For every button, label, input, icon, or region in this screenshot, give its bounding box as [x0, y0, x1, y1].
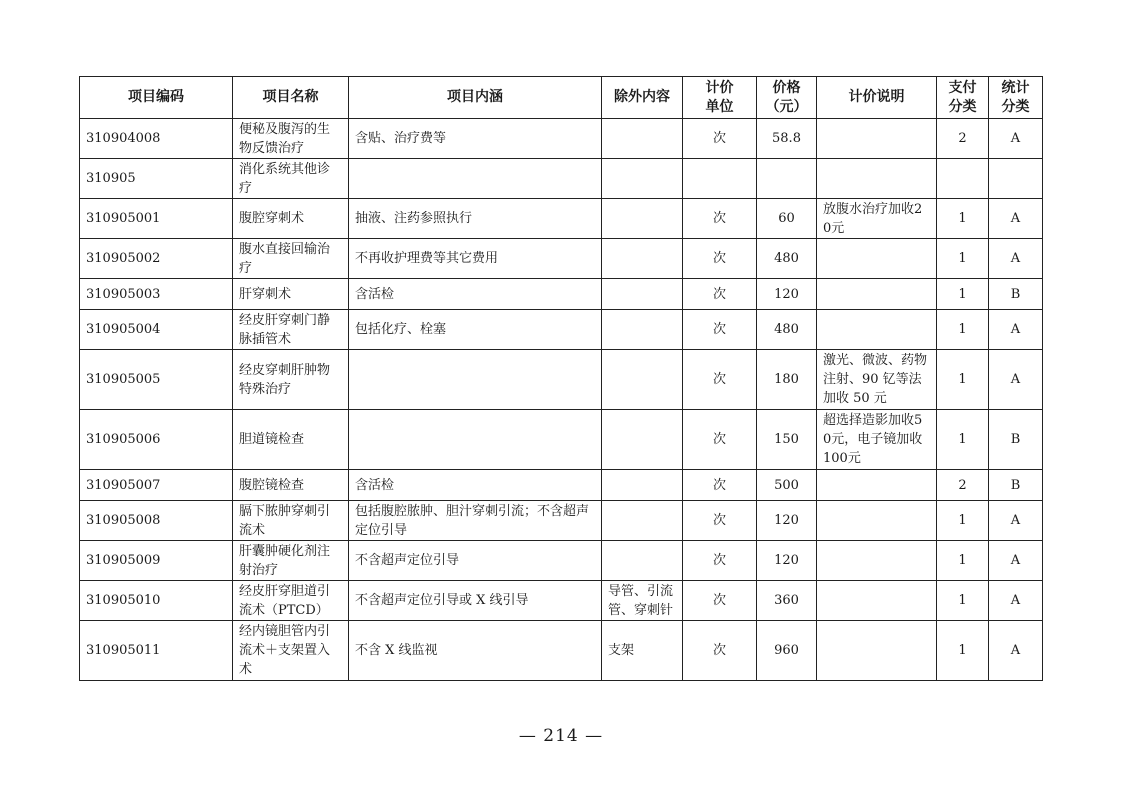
- page-number: — 214 —: [518, 726, 604, 746]
- pricing-notes-cell: 激光、微波、药物注射、90 钇等法加收 50 元: [817, 350, 937, 410]
- exclusions-cell: [602, 350, 683, 410]
- price-cell: 120: [757, 279, 817, 310]
- pricing-unit-cell: 次: [683, 119, 757, 159]
- table-row: [80, 581, 1043, 621]
- payment-category-cell: 1: [937, 310, 989, 350]
- table-row: [80, 621, 1043, 681]
- item-name-cell: 肝穿刺术: [233, 279, 349, 310]
- pricing-unit-cell: 次: [683, 621, 757, 681]
- item-code-cell: 310905001: [80, 199, 233, 239]
- payment-category-cell: 1: [937, 199, 989, 239]
- price-cell: 960: [757, 621, 817, 681]
- statistics-category-cell: B: [989, 279, 1043, 310]
- pricing-notes-cell: [817, 279, 937, 310]
- item-name-cell: 腹水直接回输治疗: [233, 239, 349, 279]
- price-cell: 120: [757, 541, 817, 581]
- pricing-unit-cell: 次: [683, 410, 757, 470]
- item-content-cell: 不含超声定位引导或 X 线引导: [349, 581, 602, 621]
- item-content-cell: 不含 X 线监视: [349, 621, 602, 681]
- exclusions-cell: [602, 239, 683, 279]
- payment-category-cell: 1: [937, 541, 989, 581]
- payment-category-cell: 2: [937, 470, 989, 501]
- item-code-cell: 310905005: [80, 350, 233, 410]
- item-code-cell: 310905009: [80, 541, 233, 581]
- exclusions-cell: [602, 541, 683, 581]
- exclusions-cell: [602, 501, 683, 541]
- item-name-cell: 经皮肝穿胆道引流术（PTCD）: [233, 581, 349, 621]
- header-item-content: 项目内涵: [349, 77, 602, 119]
- exclusions-cell: [602, 159, 683, 199]
- table-row: [80, 310, 1043, 350]
- header-pricing-notes: 计价说明: [817, 77, 937, 119]
- table-row: [80, 470, 1043, 501]
- item-code-cell: 310905: [80, 159, 233, 199]
- price-cell: 360: [757, 581, 817, 621]
- statistics-category-cell: A: [989, 199, 1043, 239]
- price-cell: 480: [757, 239, 817, 279]
- item-name-cell: 便秘及腹泻的生物反馈治疗: [233, 119, 349, 159]
- table-row: [80, 159, 1043, 199]
- table-row: [80, 119, 1043, 159]
- pricing-notes-cell: 超选择造影加收50元，电子镜加收100元: [817, 410, 937, 470]
- table-row: [80, 541, 1043, 581]
- table-header-row: [80, 77, 1043, 119]
- item-content-cell: 包括腹腔脓肿、胆汁穿刺引流；不含超声定位引导: [349, 501, 602, 541]
- item-name-cell: 经皮穿刺肝肿物特殊治疗: [233, 350, 349, 410]
- item-content-cell: 含活检: [349, 470, 602, 501]
- pricing-notes-cell: [817, 310, 937, 350]
- pricing-notes-cell: [817, 581, 937, 621]
- price-cell: 180: [757, 350, 817, 410]
- header-item-name: 项目名称: [233, 77, 349, 119]
- item-name-cell: 肝囊肿硬化剂注射治疗: [233, 541, 349, 581]
- item-content-cell: [349, 350, 602, 410]
- header-payment-category: 支付 分类: [937, 77, 989, 119]
- item-code-cell: 310905011: [80, 621, 233, 681]
- item-name-cell: 胆道镜检查: [233, 410, 349, 470]
- pricing-unit-cell: 次: [683, 310, 757, 350]
- statistics-category-cell: A: [989, 350, 1043, 410]
- price-cell: 480: [757, 310, 817, 350]
- fee-schedule-page: [79, 76, 1042, 681]
- item-content-cell: [349, 410, 602, 470]
- statistics-category-cell: B: [989, 470, 1043, 501]
- header-statistics-category: 统计 分类: [989, 77, 1043, 119]
- exclusions-cell: [602, 410, 683, 470]
- payment-category-cell: 1: [937, 350, 989, 410]
- pricing-unit-cell: 次: [683, 279, 757, 310]
- item-content-cell: 抽液、注药参照执行: [349, 199, 602, 239]
- header-item-code: 项目编码: [80, 77, 233, 119]
- item-code-cell: 310905003: [80, 279, 233, 310]
- statistics-category-cell: A: [989, 501, 1043, 541]
- pricing-unit-cell: [683, 159, 757, 199]
- item-name-cell: 经皮肝穿刺门静脉插管术: [233, 310, 349, 350]
- statistics-category-cell: A: [989, 621, 1043, 681]
- header-price: 价格 （元）: [757, 77, 817, 119]
- table-row: [80, 239, 1043, 279]
- item-content-cell: 包括化疗、栓塞: [349, 310, 602, 350]
- item-name-cell: 腹腔穿刺术: [233, 199, 349, 239]
- exclusions-cell: [602, 199, 683, 239]
- statistics-category-cell: A: [989, 310, 1043, 350]
- pricing-unit-cell: 次: [683, 350, 757, 410]
- item-code-cell: 310905010: [80, 581, 233, 621]
- table-body: [80, 119, 1043, 681]
- item-code-cell: 310905008: [80, 501, 233, 541]
- item-content-cell: [349, 159, 602, 199]
- pricing-notes-cell: [817, 119, 937, 159]
- exclusions-cell: [602, 279, 683, 310]
- statistics-category-cell: A: [989, 581, 1043, 621]
- fee-schedule-table: [79, 76, 1043, 681]
- payment-category-cell: 1: [937, 239, 989, 279]
- pricing-notes-cell: [817, 541, 937, 581]
- item-code-cell: 310905002: [80, 239, 233, 279]
- pricing-notes-cell: [817, 239, 937, 279]
- statistics-category-cell: A: [989, 119, 1043, 159]
- payment-category-cell: 1: [937, 581, 989, 621]
- pricing-unit-cell: 次: [683, 239, 757, 279]
- price-cell: [757, 159, 817, 199]
- item-code-cell: 310905006: [80, 410, 233, 470]
- pricing-unit-cell: 次: [683, 541, 757, 581]
- table-row: [80, 199, 1043, 239]
- header-exclusions: 除外内容: [602, 77, 683, 119]
- price-cell: 60: [757, 199, 817, 239]
- pricing-notes-cell: [817, 470, 937, 501]
- payment-category-cell: 2: [937, 119, 989, 159]
- pricing-unit-cell: 次: [683, 501, 757, 541]
- exclusions-cell: [602, 119, 683, 159]
- item-code-cell: 310905007: [80, 470, 233, 501]
- exclusions-cell: 支架: [602, 621, 683, 681]
- header-pricing-unit: 计价 单位: [683, 77, 757, 119]
- table-row: [80, 501, 1043, 541]
- payment-category-cell: 1: [937, 501, 989, 541]
- exclusions-cell: [602, 470, 683, 501]
- item-content-cell: 不含超声定位引导: [349, 541, 602, 581]
- item-name-cell: 膈下脓肿穿刺引流术: [233, 501, 349, 541]
- item-code-cell: 310904008: [80, 119, 233, 159]
- item-name-cell: 经内镜胆管内引流术＋支架置入术: [233, 621, 349, 681]
- pricing-notes-cell: [817, 621, 937, 681]
- price-cell: 500: [757, 470, 817, 501]
- payment-category-cell: 1: [937, 279, 989, 310]
- pricing-unit-cell: 次: [683, 470, 757, 501]
- pricing-unit-cell: 次: [683, 581, 757, 621]
- pricing-notes-cell: [817, 501, 937, 541]
- payment-category-cell: 1: [937, 410, 989, 470]
- payment-category-cell: [937, 159, 989, 199]
- pricing-notes-cell: [817, 159, 937, 199]
- price-cell: 58.8: [757, 119, 817, 159]
- table-row: [80, 410, 1043, 470]
- item-name-cell: 消化系统其他诊疗: [233, 159, 349, 199]
- table-row: [80, 279, 1043, 310]
- table-row: [80, 350, 1043, 410]
- item-name-cell: 腹腔镜检查: [233, 470, 349, 501]
- pricing-notes-cell: 放腹水治疗加收20元: [817, 199, 937, 239]
- item-code-cell: 310905004: [80, 310, 233, 350]
- exclusions-cell: [602, 310, 683, 350]
- price-cell: 150: [757, 410, 817, 470]
- item-content-cell: 含贴、治疗费等: [349, 119, 602, 159]
- payment-category-cell: 1: [937, 621, 989, 681]
- statistics-category-cell: A: [989, 239, 1043, 279]
- statistics-category-cell: A: [989, 541, 1043, 581]
- exclusions-cell: 导管、引流管、穿刺针: [602, 581, 683, 621]
- pricing-unit-cell: 次: [683, 199, 757, 239]
- item-content-cell: 含活检: [349, 279, 602, 310]
- statistics-category-cell: B: [989, 410, 1043, 470]
- item-content-cell: 不再收护理费等其它费用: [349, 239, 602, 279]
- statistics-category-cell: [989, 159, 1043, 199]
- price-cell: 120: [757, 501, 817, 541]
